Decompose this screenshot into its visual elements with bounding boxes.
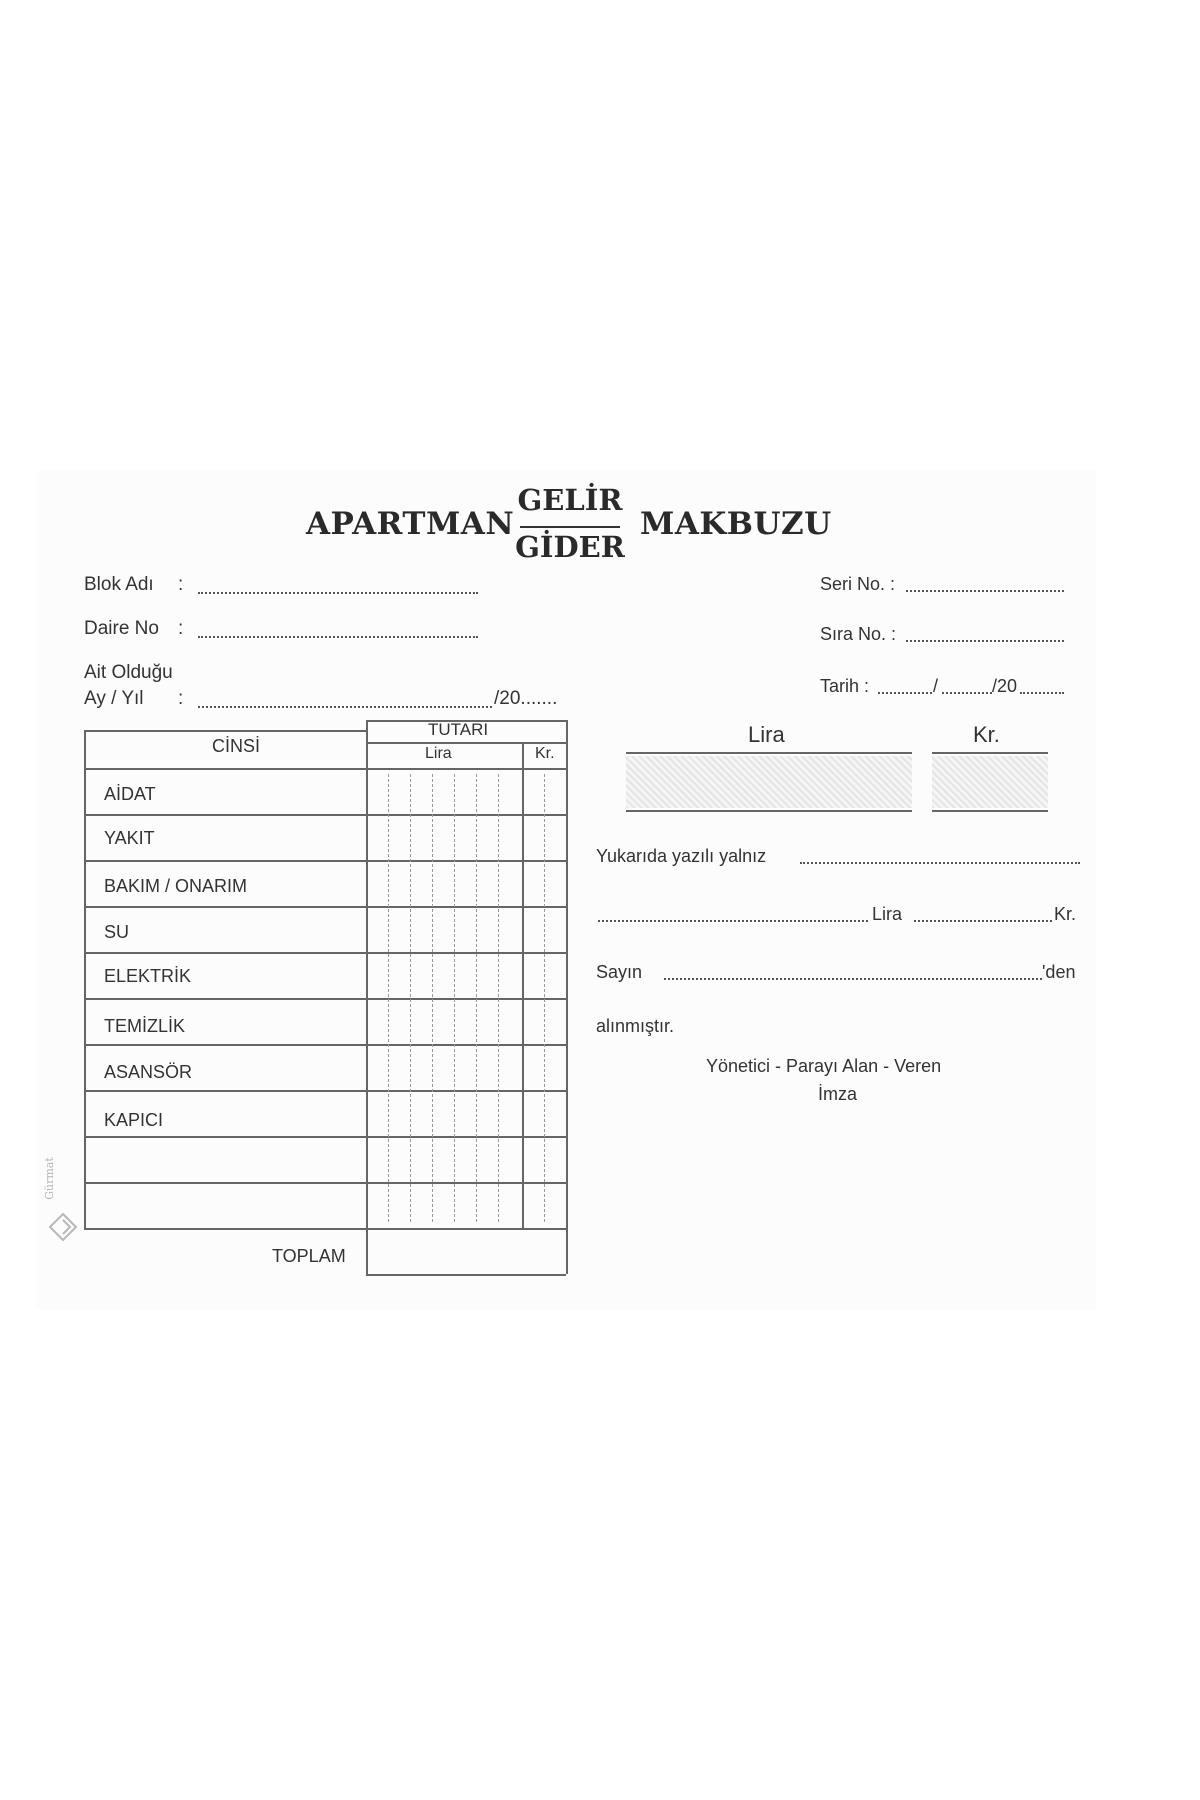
row-lira-cell[interactable] [368, 1046, 520, 1088]
total-box-bottom-rule [366, 1274, 566, 1276]
blok-adi-label: Blok Adı [84, 574, 154, 595]
row-label-elektrik: ELEKTRİK [104, 966, 192, 986]
col-lira-header: Lira [425, 745, 452, 762]
amount-kr-label: Kr. [973, 722, 1000, 747]
row-label-aidat: AİDAT [104, 784, 156, 804]
row-label-temizlik: TEMİZLİK [104, 1016, 186, 1036]
ay-yil-colon: : [178, 688, 184, 709]
title-makbuzu: MAKBUZU [640, 506, 832, 542]
sayin-label: Sayın [596, 962, 643, 982]
seri-no-field[interactable] [906, 590, 1064, 592]
title-gelir: GELİR [517, 483, 623, 517]
words-lira-label: Lira [872, 904, 903, 924]
daire-no-field[interactable] [198, 636, 478, 638]
sira-no-field[interactable] [906, 640, 1064, 642]
sira-no-label: Sıra No. : [820, 624, 897, 644]
amount-kr-top-rule [932, 752, 1048, 754]
row-label-su: SU [104, 922, 130, 942]
row-kr-cell[interactable] [524, 816, 564, 858]
row-lira-cell[interactable] [368, 770, 520, 812]
row-lira-cell[interactable] [368, 816, 520, 858]
yukarida-yazili-label: Yukarıda yazılı yalnız [596, 846, 767, 866]
row-lira-cell[interactable] [368, 954, 520, 996]
row-lira-cell[interactable] [368, 1138, 520, 1180]
col-kr-header: Kr. [535, 745, 555, 762]
ay-yil-label: Ay / Yıl [84, 688, 144, 709]
tarih-month-field[interactable] [942, 692, 992, 694]
daire-no-colon: : [178, 618, 184, 639]
row-kr-cell[interactable] [524, 770, 564, 812]
table-left-border [84, 730, 86, 1228]
brand-logo [48, 1212, 78, 1247]
amount-kr-bottom-rule [932, 810, 1048, 812]
diamond-logo-icon [48, 1212, 78, 1242]
tarih-year-prefix: /20 [992, 676, 1018, 696]
signature-label: İmza [818, 1084, 858, 1104]
total-label: TOPLAM [272, 1246, 346, 1266]
alinmistir-label: alınmıştır. [596, 1016, 675, 1036]
tarih-label: Tarih : [820, 676, 870, 696]
col-tutari-header: TUTARI [428, 720, 489, 739]
brand-watermark: Gürmat [42, 1157, 56, 1200]
title-apartman: APARTMAN [306, 506, 515, 542]
row-lira-cell[interactable] [368, 1092, 520, 1134]
amount-lira-label: Lira [748, 722, 785, 747]
row-lira-cell[interactable] [368, 862, 520, 904]
row-lira-cell[interactable] [368, 1000, 520, 1042]
row-kr-cell[interactable] [524, 862, 564, 904]
amount-kr-field[interactable] [932, 756, 1048, 808]
total-amount-cell[interactable] [368, 1230, 564, 1272]
tarih-day-field[interactable] [878, 692, 932, 694]
row-kr-cell[interactable] [524, 1092, 564, 1134]
tarih-year-field[interactable] [1020, 692, 1064, 694]
ait-oldugu-label: Ait Olduğu [84, 662, 173, 683]
ay-yil-year-suffix: /20....... [494, 688, 558, 709]
row-kr-cell[interactable] [524, 1046, 564, 1088]
blok-adi-field[interactable] [198, 592, 478, 594]
row-label-asansor: ASANSÖR [104, 1062, 193, 1082]
row-kr-cell[interactable] [524, 1184, 564, 1226]
title-fraction-bar [520, 526, 620, 528]
amount-lira-top-rule [626, 752, 912, 754]
signature-roles: Yönetici - Parayı Alan - Veren [706, 1056, 942, 1076]
amount-words-lira-field[interactable] [598, 920, 868, 922]
tarih-separator: / [933, 676, 939, 696]
row-kr-cell[interactable] [524, 1000, 564, 1042]
amount-in-words-field[interactable] [800, 862, 1080, 864]
amount-lira-field[interactable] [626, 756, 912, 808]
amount-words-kr-field[interactable] [914, 920, 1052, 922]
table-subheader-rule [366, 742, 566, 744]
row-kr-cell[interactable] [524, 1138, 564, 1180]
row-label-kapici: KAPICI [104, 1110, 164, 1130]
row-lira-cell[interactable] [368, 1184, 520, 1226]
payer-name-field[interactable] [664, 978, 1042, 980]
blok-adi-colon: : [178, 574, 184, 595]
title-gider: GİDER [515, 530, 625, 564]
row-label-yakit: YAKIT [104, 828, 155, 848]
row-lira-cell[interactable] [368, 908, 520, 950]
amount-lira-bottom-rule [626, 810, 912, 812]
daire-no-label: Daire No [84, 618, 159, 639]
ay-yil-field[interactable] [198, 706, 492, 708]
words-kr-label: Kr. [1054, 904, 1077, 924]
table-right-border [566, 720, 568, 1274]
table-cinsi-top-rule [84, 730, 366, 732]
row-kr-cell[interactable] [524, 954, 564, 996]
den-suffix: 'den [1042, 962, 1076, 982]
row-kr-cell[interactable] [524, 908, 564, 950]
seri-no-label: Seri No. : [820, 574, 896, 594]
row-label-bakim-onarim: BAKIM / ONARIM [104, 876, 248, 896]
col-cinsi-header: CİNSİ [212, 736, 261, 756]
